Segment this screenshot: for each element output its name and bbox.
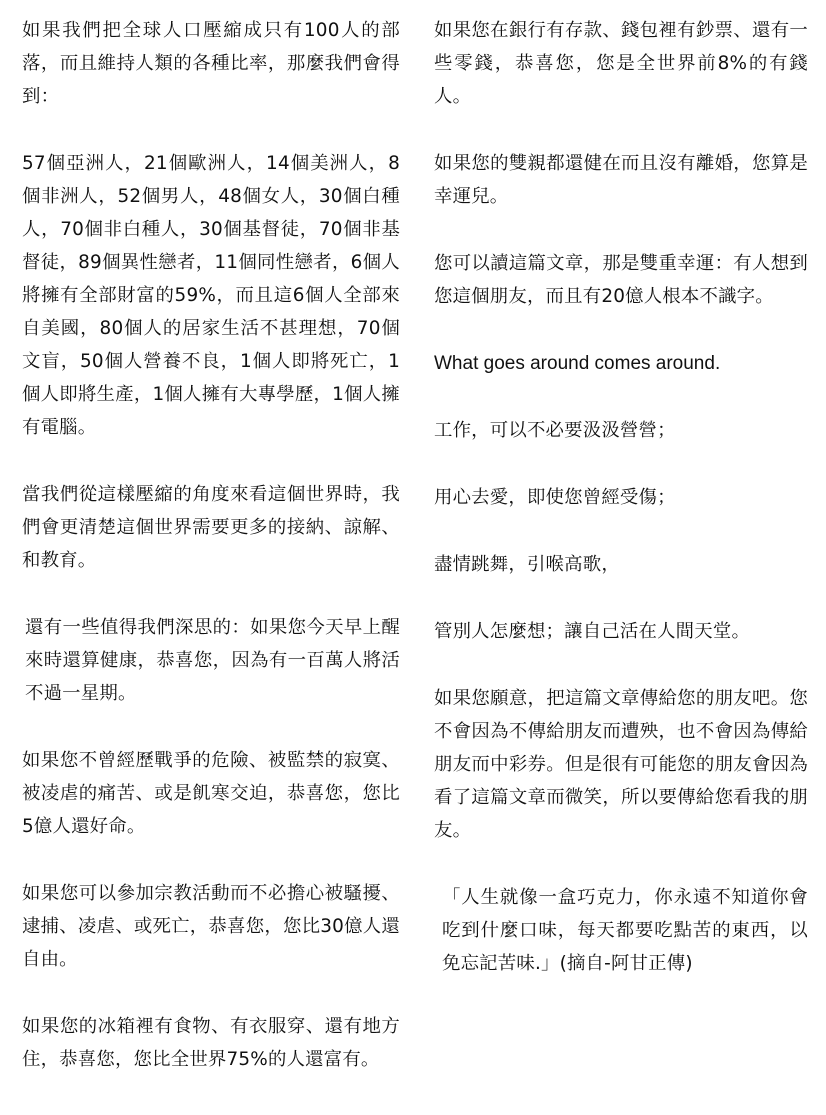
dance-line: 盡情跳舞，引喉高歌， [434, 554, 620, 575]
parents-paragraph: 如果您的雙親都還健在而且沒有離婚，您算是幸運兒。 [434, 153, 808, 207]
right-column [434, 14, 808, 1014]
love-line: 用心去愛，即使您曾經受傷； [434, 487, 676, 508]
forrest-gump-quote: 「人生就像一盒巧克力，你永遠不知道你會吃到什麼口味，每天都要吃點苦的東西，以免忘記苦味.」(摘自-阿甘正傳) [442, 887, 808, 974]
savings-paragraph: 如果您在銀行有存款、錢包裡有鈔票、還有一些零錢，恭喜您，您是全世界前8%的有錢人。 [434, 20, 808, 107]
population-statistics-paragraph: 57個亞洲人，21個歐洲人，14個美洲人，8個非洲人，52個男人，48個女人，30個白種人，70個非白種人，30個基督徒，70個非基督徒，89個異性戀者，11個同性戀者，6個人將擁有全部財富的59%，而且這6個人全部來自美國，80個人的居家生活不甚理想，70個文盲，50個人營養不良，1個人即將死亡，1個人即將生產，1個人擁有大專學歷，1個人擁有電腦。 [22, 153, 400, 438]
religion-paragraph: 如果您可以參加宗教活動而不必擔心被騷擾、逮捕、凌虐、或死亡，恭喜您，您比30億人還自由。 [22, 883, 400, 970]
heaven-line: 管別人怎麼想；讓自己活在人間天堂。 [434, 621, 751, 642]
health-paragraph: 還有一些值得我們深思的：如果您今天早上醒來時還算健康，恭喜您，因為有一百萬人將活不過一星期。 [25, 617, 400, 704]
perspective-paragraph: 當我們從這樣壓縮的角度來看這個世界時，我們會更清楚這個世界需要更多的接納、諒解、和教育。 [22, 484, 400, 571]
english-saying: What goes around comes around. [434, 353, 721, 374]
work-line: 工作，可以不必要汲汲營營； [434, 420, 676, 441]
left-column [22, 14, 400, 1110]
literacy-paragraph: 您可以讀這篇文章，那是雙重幸運：有人想到您這個朋友，而且有20億人根本不識字。 [434, 253, 808, 307]
share-paragraph: 如果您願意，把這篇文章傳給您的朋友吧。您不會因為不傳給朋友而遭殃，也不會因為傳給朋友而中彩券。但是很有可能您的朋友會因為看了這篇文章而微笑，所以要傳給您看我的朋友。 [434, 688, 808, 841]
war-paragraph: 如果您不曾經歷戰爭的危險、被監禁的寂寞、被凌虐的痛苦、或是飢寒交迫，恭喜您，您比5億人還好命。 [22, 750, 400, 837]
intro-paragraph: 如果我們把全球人口壓縮成只有100人的部落，而且維持人類的各種比率，那麼我們會得到： [22, 20, 400, 107]
fridge-paragraph: 如果您的冰箱裡有食物、有衣服穿、還有地方住，恭喜您，您比全世界75%的人還富有。 [22, 1016, 400, 1070]
